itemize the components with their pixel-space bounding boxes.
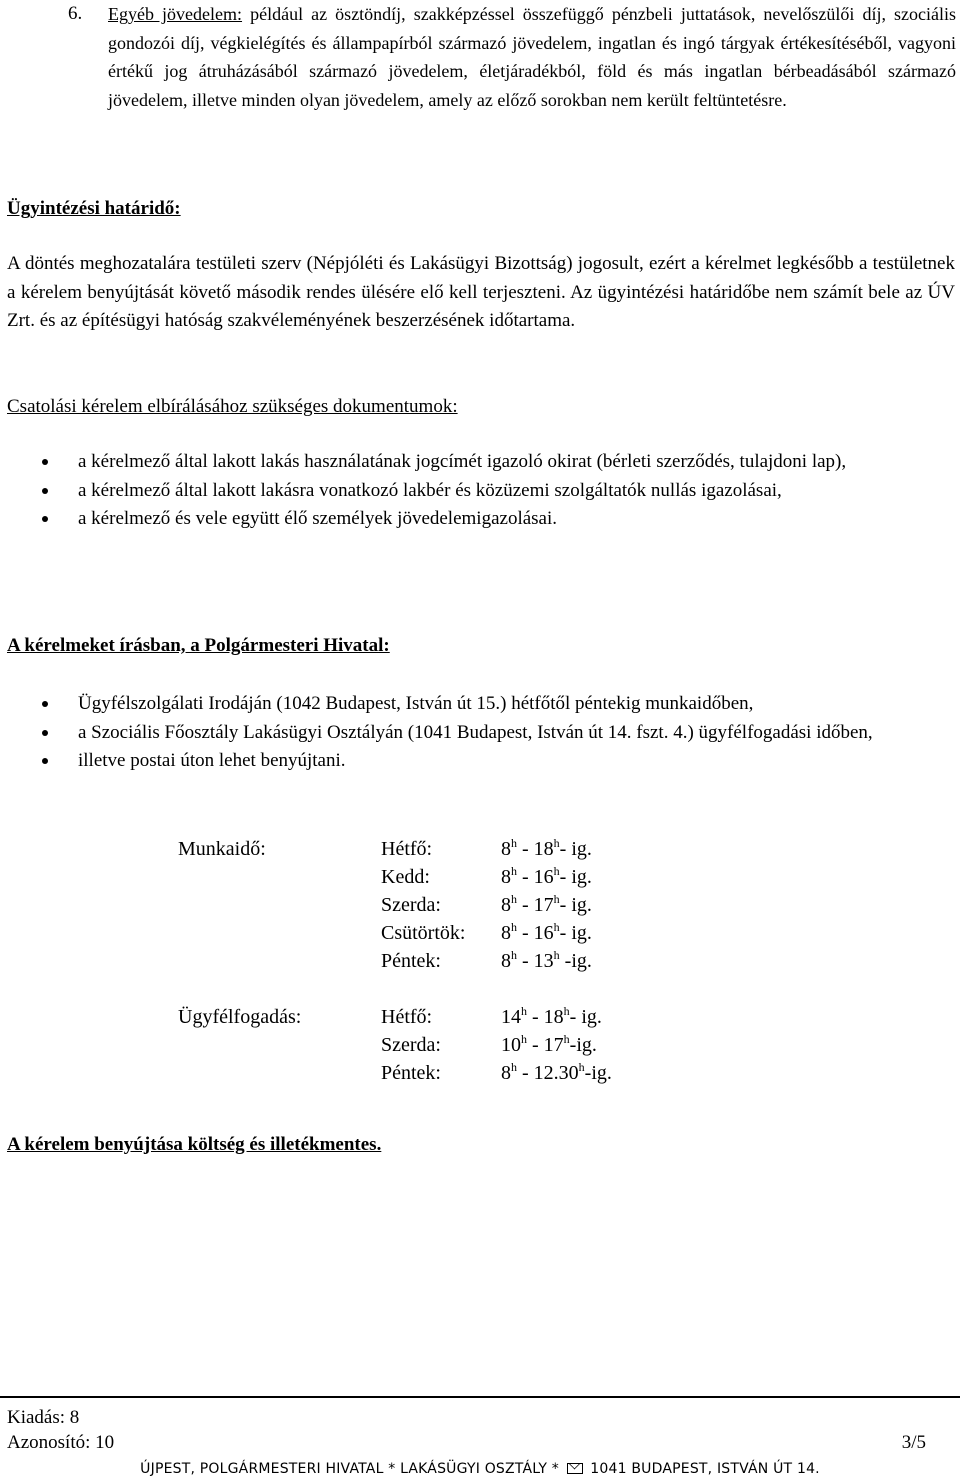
time-suffix: - ig.	[559, 837, 592, 860]
time-dash: -	[527, 1033, 544, 1056]
hour-mark: h	[511, 863, 517, 878]
schedule-day: Hétfő:	[381, 837, 433, 860]
time-to: 13	[533, 949, 554, 972]
time-suffix: - ig.	[569, 1005, 602, 1028]
hour-mark: h	[521, 1003, 527, 1018]
bullet-icon	[42, 701, 48, 707]
hour-mark: h	[553, 947, 560, 962]
bullet-icon	[42, 488, 48, 494]
time-dash: -	[517, 1061, 534, 1084]
schedule-day: Szerda:	[381, 1033, 441, 1056]
free-note: A kérelem benyújtása költség és illetékmentes.	[7, 1134, 382, 1155]
documents-list	[7, 448, 955, 534]
schedule-time	[501, 1059, 612, 1087]
time-suffix: -ig.	[559, 949, 592, 972]
list-item	[7, 448, 955, 477]
item-number: 6.	[68, 3, 83, 24]
time-suffix: - ig.	[559, 865, 592, 888]
work-hours-table	[178, 835, 592, 975]
hour-mark: h	[553, 835, 560, 850]
time-suffix: -ig.	[569, 1033, 597, 1056]
time-from: 8	[501, 1061, 511, 1084]
time-dash: -	[517, 865, 534, 888]
schedule-time	[501, 1031, 612, 1059]
submission-heading-block	[7, 632, 955, 660]
hour-mark: h	[563, 1031, 570, 1046]
time-to: 16	[533, 865, 554, 888]
footer-divider	[0, 1396, 960, 1398]
hour-mark: h	[511, 947, 517, 962]
time-from: 8	[501, 865, 511, 888]
footer-address	[0, 1460, 960, 1478]
time-to: 12.30	[533, 1061, 579, 1084]
schedule-row	[178, 835, 592, 863]
submission-heading: A kérelmeket írásban, a Polgármesteri Hivatal:	[7, 635, 390, 656]
documents-heading: Csatolási kérelem elbírálásához szükséges dokumentumok:	[7, 396, 458, 417]
hour-mark: h	[511, 919, 517, 934]
list-item-text: a Szociális Főosztály Lakásügyi Osztályán (1041 Budapest, István út 14. fszt. 4.) ügyfélfogadási időben,	[78, 721, 873, 743]
schedule-label-cell: Munkaidő:	[178, 837, 266, 860]
time-from: 8	[501, 837, 511, 860]
page-number: 3/5	[901, 1432, 926, 1453]
list-item-text: a kérelmező és vele együtt élő személyek jövedelemigazolásai.	[78, 508, 558, 529]
income-item-6	[68, 0, 956, 114]
hour-mark: h	[511, 835, 517, 850]
documents-heading-block	[7, 393, 955, 421]
time-dash: -	[517, 949, 534, 972]
submission-list-block	[7, 690, 955, 776]
schedule-label-cell	[178, 947, 381, 975]
schedule-label-cell	[178, 1031, 381, 1059]
documents-list-block	[7, 448, 955, 534]
time-to: 18	[533, 837, 554, 860]
hour-mark: h	[563, 1003, 570, 1018]
time-dash: -	[527, 1005, 544, 1028]
envelope-icon	[567, 1463, 583, 1474]
schedule-label-cell	[178, 1059, 381, 1087]
time-from: 10	[501, 1033, 521, 1056]
schedule-label-cell	[178, 891, 381, 919]
schedule-row	[178, 947, 592, 975]
hour-mark: h	[511, 1059, 517, 1074]
time-suffix: -ig.	[584, 1061, 612, 1084]
list-item-text: Ügyfélszolgálati Irodáján (1042 Budapest, István út 15.) hétfőtől péntekig munkaidőben,	[78, 693, 754, 714]
deadline-paragraph-block	[7, 250, 955, 336]
deadline-heading-block	[7, 195, 955, 223]
schedule-day: Péntek:	[381, 949, 441, 972]
time-to: 17	[533, 893, 554, 916]
list-item	[7, 719, 955, 748]
schedule-label-cell	[178, 863, 381, 891]
hour-mark: h	[511, 891, 517, 906]
schedule-row	[178, 1059, 612, 1087]
client-hours-block	[178, 1003, 778, 1087]
list-item	[7, 477, 955, 506]
bullet-icon	[42, 459, 48, 465]
schedule-time	[501, 835, 592, 863]
schedule-day: Szerda:	[381, 893, 441, 916]
time-from: 8	[501, 893, 511, 916]
hour-mark: h	[521, 1031, 527, 1046]
schedule-row	[178, 919, 592, 947]
item-6-term: Egyéb jövedelem:	[108, 4, 243, 24]
time-from: 8	[501, 949, 511, 972]
bullet-icon	[42, 758, 48, 764]
time-to: 17	[543, 1033, 564, 1056]
time-suffix: - ig.	[559, 893, 592, 916]
list-item-text: illetve postai úton lehet benyújtani.	[78, 750, 346, 771]
schedule-row	[178, 891, 592, 919]
list-item	[7, 747, 955, 776]
footer-identifier: Azonosító: 10	[7, 1432, 115, 1453]
time-from: 8	[501, 921, 511, 944]
schedule-label-cell	[178, 919, 381, 947]
time-dash: -	[517, 837, 534, 860]
time-suffix: - ig.	[559, 921, 592, 944]
hour-mark: h	[578, 1059, 585, 1074]
hour-mark: h	[553, 863, 560, 878]
work-hours-block	[178, 835, 778, 975]
schedule-row	[178, 1031, 612, 1059]
submission-list	[7, 690, 955, 776]
deadline-text: A döntés meghozatalára testületi szerv (Népjóléti és Lakásügyi Bizottság) jogosult, ezért a kérelmet legkésőbb a testületnek a kérelem benyújtását követő második rendes ülésére elő kell terjeszteni. Az ügyintézési határidőbe nem számít bele az ÚV Zrt. és az építésügyi hatóság szakvéleményének beszerzésének időtartama.	[7, 253, 955, 331]
list-item-text: a kérelmező által lakott lakás használatának jogcímét igazoló okirat (bérleti szerződés, tulajdoni lap),	[78, 451, 847, 472]
time-to: 16	[533, 921, 554, 944]
time-to: 18	[543, 1005, 564, 1028]
hour-mark: h	[553, 919, 560, 934]
list-item	[7, 505, 955, 534]
bullet-icon	[42, 730, 48, 736]
schedule-time	[501, 891, 592, 919]
schedule-day: Péntek:	[381, 1061, 441, 1084]
schedule-time	[501, 863, 592, 891]
schedule-time	[501, 1003, 612, 1031]
free-note-block	[7, 1131, 955, 1159]
client-hours-table	[178, 1003, 612, 1087]
time-dash: -	[517, 921, 534, 944]
schedule-day: Csütörtök:	[381, 921, 466, 944]
hour-mark: h	[553, 891, 560, 906]
time-dash: -	[517, 893, 534, 916]
list-item	[7, 690, 955, 719]
footer-edition: Kiadás: 8	[7, 1407, 80, 1428]
time-from: 14	[501, 1005, 521, 1028]
item-6-body	[108, 0, 956, 114]
list-item-text: a kérelmező által lakott lakásra vonatkozó lakbér és közüzemi szolgáltatók nullás igazolásai,	[78, 479, 782, 501]
footer-address-right: 1041 BUDAPEST, ISTVÁN ÚT 14.	[585, 1461, 820, 1477]
footer-address-left: ÚJPEST, POLGÁRMESTERI HIVATAL * LAKÁSÜGYI OSZTÁLY *	[140, 1461, 564, 1477]
schedule-time	[501, 919, 592, 947]
item-6-text: például az ösztöndíj, szakképzéssel összefüggő pénzbeli juttatások, nevelőszülői díj, szociális gondozói díj, végkielégítés és állampapírból származó jövedelem, ingatlan és ingó tárgyak értékesítéséből, vagyoni értékű jog átruházásából származó jövedelem, életjáradékból, föld és más ingatlan bérbeadásából származó jövedelem, illetve minden olyan jövedelem, amely az előző sorokban nem került feltüntetésre.	[108, 4, 956, 110]
bullet-icon	[42, 516, 48, 522]
schedule-day: Hétfő:	[381, 1005, 433, 1028]
schedule-label-cell: Ügyfélfogadás:	[178, 1005, 302, 1028]
schedule-row	[178, 1003, 612, 1031]
schedule-time	[501, 947, 592, 975]
schedule-row	[178, 863, 592, 891]
deadline-heading: Ügyintézési határidő:	[7, 198, 181, 219]
schedule-day: Kedd:	[381, 865, 430, 888]
